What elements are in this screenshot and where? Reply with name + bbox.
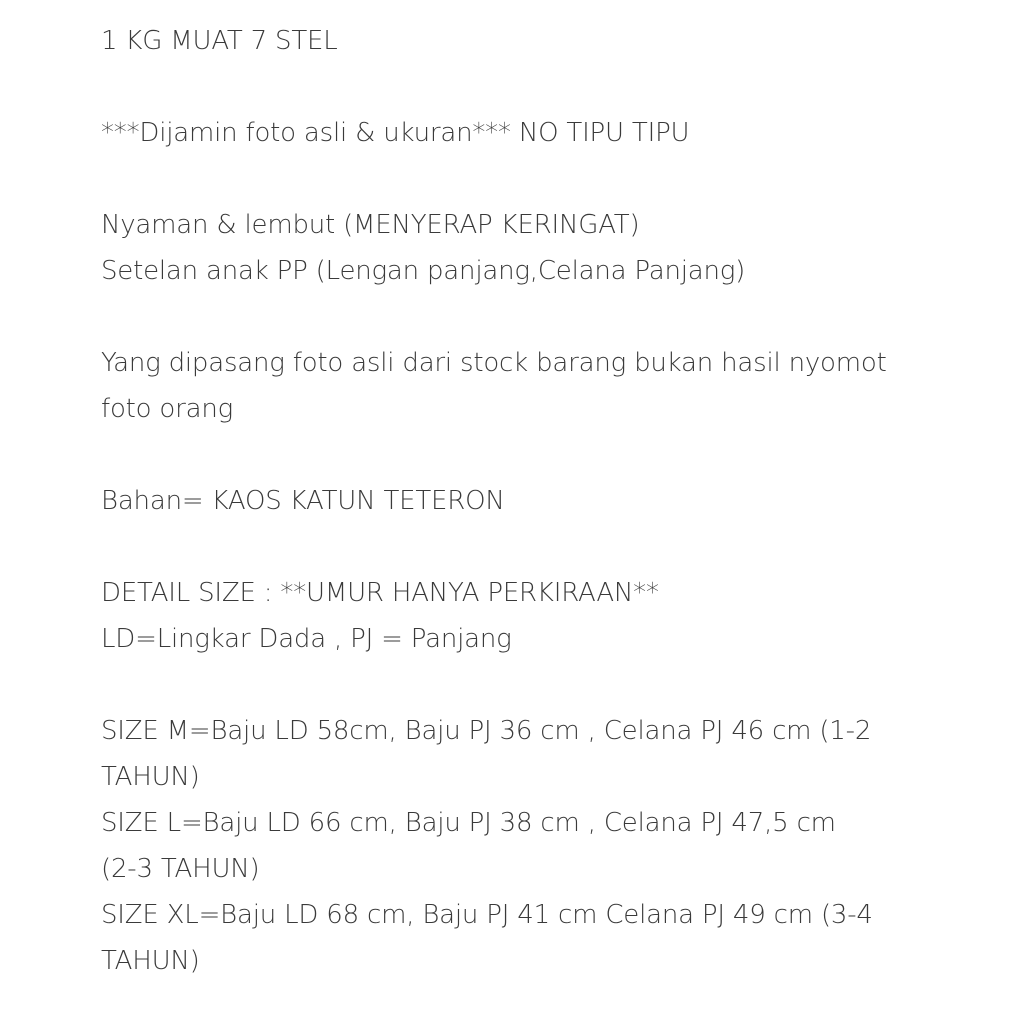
text-line-guarantee: ***Dijamin foto asli & ukuran*** NO TIPU TIPU	[101, 118, 690, 148]
text-line-size-xl-1: SIZE XL=Baju LD 68 cm, Baju PJ 41 cm Celana PJ 49 cm (3-4	[101, 900, 873, 930]
text-line-capacity: 1 KG MUAT 7 STEL	[101, 26, 338, 56]
blank-line	[101, 64, 981, 110]
text-line-size-m-1: SIZE M=Baju LD 58cm, Baju PJ 36 cm , Celana PJ 46 cm (1-2	[101, 716, 872, 746]
text-line-size-xl-2: TAHUN)	[101, 946, 200, 976]
text-line-size-l-2: (2-3 TAHUN)	[101, 854, 260, 884]
text-line-photo-note-1: Yang dipasang foto asli dari stock barang bukan hasil nyomot	[101, 348, 887, 378]
product-description	[101, 18, 981, 984]
blank-line	[101, 294, 981, 340]
text-line-size-header: DETAIL SIZE : **UMUR HANYA PERKIRAAN**	[101, 578, 659, 608]
text-line-comfort: Nyaman & lembut (MENYERAP KERINGAT)	[101, 210, 640, 240]
text-line-legend: LD=Lingkar Dada , PJ = Panjang	[101, 624, 512, 654]
text-line-size-l-1: SIZE L=Baju LD 66 cm, Baju PJ 38 cm , Celana PJ 47,5 cm	[101, 808, 836, 838]
text-line-size-m-2: TAHUN)	[101, 762, 200, 792]
blank-line	[101, 524, 981, 570]
blank-line	[101, 662, 981, 708]
blank-line	[101, 432, 981, 478]
text-line-photo-note-2: foto orang	[101, 394, 234, 424]
text-line-set-description: Setelan anak PP (Lengan panjang,Celana Panjang)	[101, 256, 746, 286]
text-line-material: Bahan= KAOS KATUN TETERON	[101, 486, 505, 516]
blank-line	[101, 156, 981, 202]
